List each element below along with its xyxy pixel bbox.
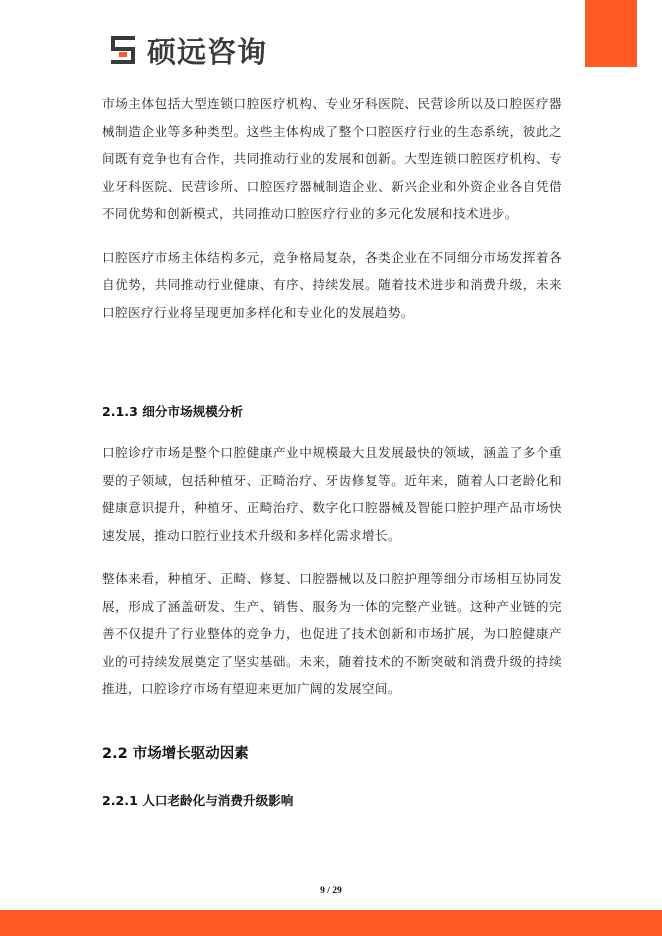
section-heading-2-2: 2.2 市场增长驱动因素	[102, 746, 249, 762]
brand-name: 硕远咨询	[147, 34, 268, 69]
section-heading-2-2-1: 2.2.1 人口老龄化与消费升级影响	[102, 793, 294, 808]
paragraph-market-players: 市场主体包括大型连锁口腔医疗机构、专业牙科医院、民营诊所以及口腔医疗器械制造企业等多种类型。这些主体构成了整个口腔医疗行业的生态系统，彼此之间既有竞争也有合作，共同推动行业的发展和创新。大型连锁口腔医疗机构、专业牙科医院、民营诊所、口腔医疗器械制造企业、新兴企业和外资企业各自凭借不同优势和创新模式，共同推动口腔医疗行业的多元化发展和技术进步。	[102, 96, 562, 221]
body-text-block-2	[102, 439, 562, 703]
paragraph-market-structure: 口腔医疗市场主体结构多元，竞争格局复杂，各类企业在不同细分市场发挥着各自优势，共同推动行业健康、有序、持续发展。随着技术进步和消费升级，未来口腔医疗行业将呈现更加多样化和专业化的发展趋势。	[102, 249, 562, 320]
paragraph-industry-chain: 整体来看，种植牙、正畸、修复、口腔器械以及口腔护理等细分市场相互协同发展，形成了涵盖研发、生产、销售、服务为一体的完整产业链。这种产业链的完善不仅提升了行业整体的竞争力，也促进了技术创新和市场扩展，为口腔健康产业的可持续发展奠定了坚实基础。未来，随着技术的不断突破和消费升级的持续推进，口腔诊疗市场有望迎来更加广阔的发展空间。	[102, 571, 562, 696]
paragraph-segment-overview: 口腔诊疗市场是整个口腔健康产业中规模最大且发展最快的领域，涵盖了多个重要的子领域，包括种植牙、正畸治疗、牙齿修复等。近年来，随着人口老龄化和健康意识提升，种植牙、正畸治疗、数字化口腔器械及智能口腔护理产品市场快速发展，推动口腔行业技术升级和多样化需求增长。	[102, 445, 562, 543]
brand-s-logo-icon	[105, 32, 141, 68]
page-number: 9 / 29	[320, 886, 342, 896]
corner-accent-tab	[585, 0, 637, 67]
body-text-block	[102, 90, 562, 326]
footer-accent-bar	[0, 910, 662, 936]
brand-logo	[105, 33, 267, 67]
section-heading-2-1-3: 2.1.3 细分市场规模分析	[102, 404, 243, 419]
